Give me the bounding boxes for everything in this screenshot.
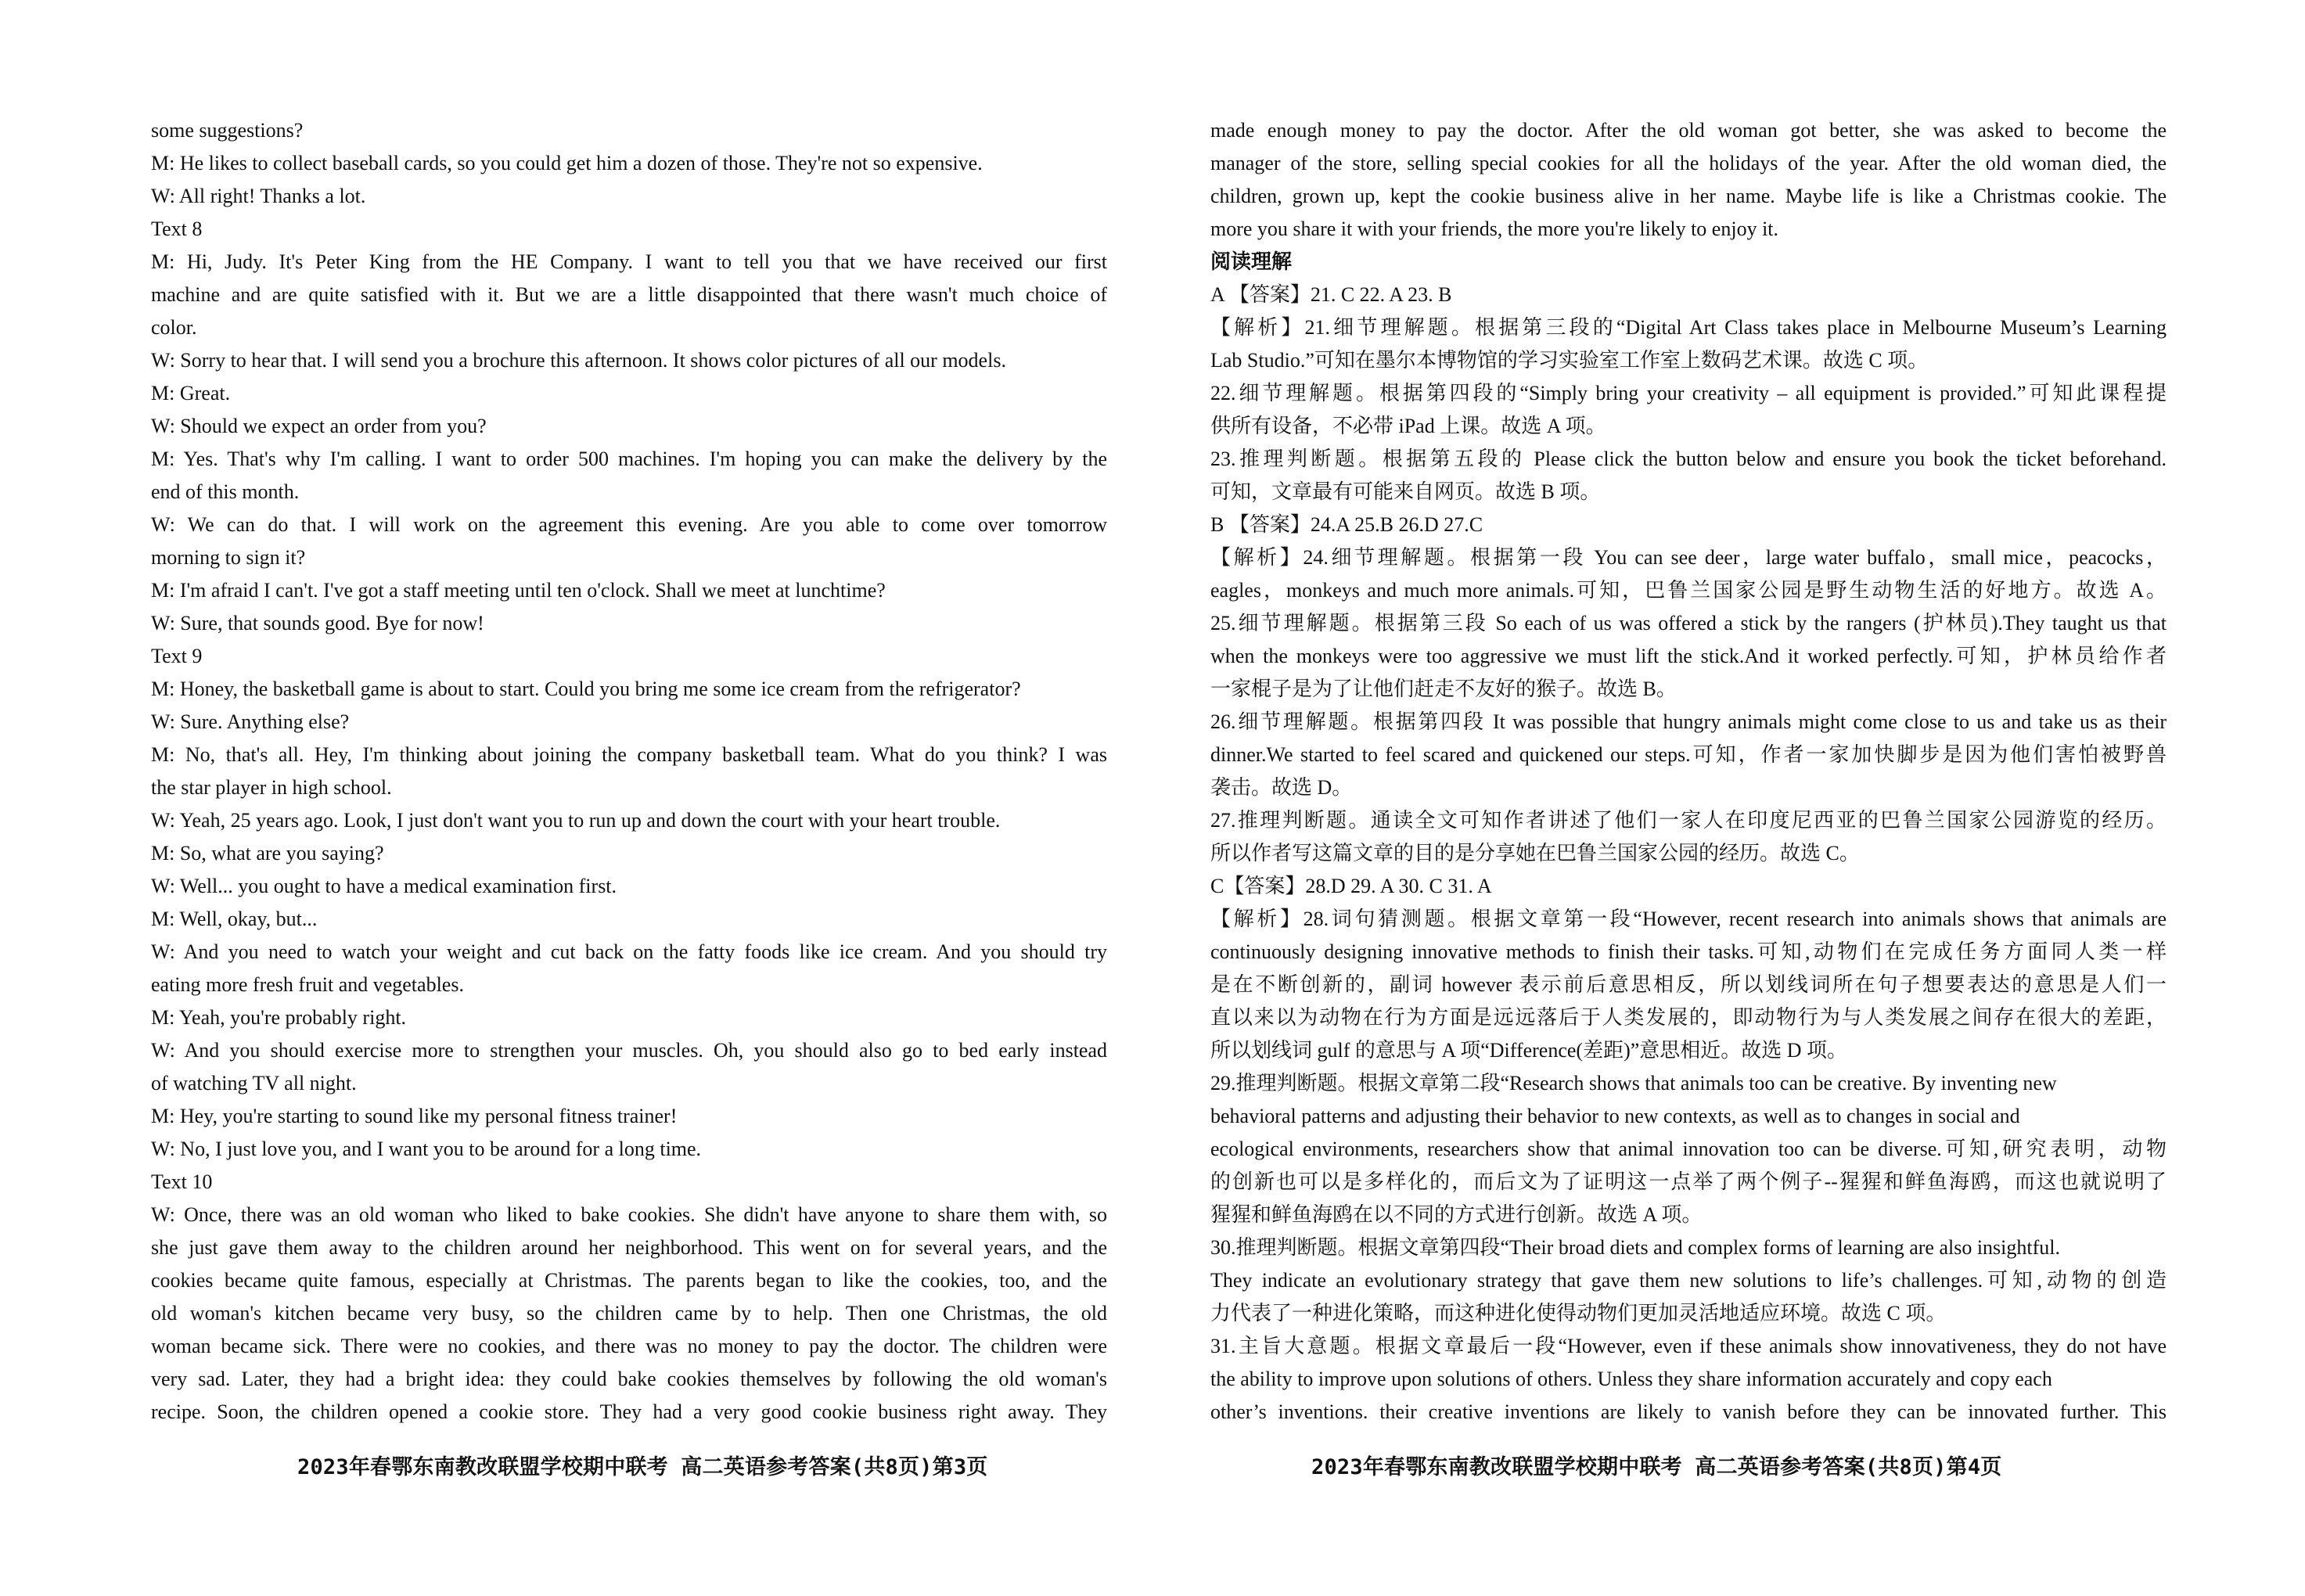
text-line: 【解析】28.词句猜测题。根据文章第一段“However, recent research into animals shows that animals are — [1210, 908, 2167, 930]
text-line: old woman's kitchen became very busy, so the children came by to help. Then one Christmas, the old — [151, 1302, 1107, 1325]
text-line: 直以来以为动物在行为方面是远远落后于人类发展的，即动物行为与人类发展之间存在很大的差距， — [1210, 1006, 2167, 1029]
text-line: the ability to improve upon solutions of others. Unless they share information accurately and copy each — [1210, 1368, 2052, 1390]
text-line: W: Should we expect an order from you? — [151, 415, 487, 437]
text-line: ecological environments, researchers show that animal innovation too can be diverse.可知,研究表明，动物 — [1210, 1138, 2167, 1160]
text-line: W: We can do that. I will work on the agreement this evening. Are you able to come over tomorrow — [151, 513, 1107, 536]
text-line: morning to sign it? — [151, 546, 306, 569]
text-line: M: So, what are you saying? — [151, 842, 384, 864]
text-line: 阅读理解 — [1210, 250, 1293, 273]
text-line: M: Great. — [151, 382, 231, 404]
left-page-column — [151, 114, 1107, 1429]
right-page-column — [1210, 114, 2167, 1429]
text-line: some suggestions? — [151, 119, 304, 142]
text-line: W: Sure, that sounds good. Bye for now! — [151, 612, 484, 634]
text-line: W: Yeah, 25 years ago. Look, I just don't want you to run up and down the court with your heart trouble. — [151, 809, 1001, 832]
text-line: 一家棍子是为了让他们赶走不友好的猴子。故选 B。 — [1210, 678, 1677, 700]
text-line: very sad. Later, they had a bright idea: they could bake cookies themselves by following the old woman's — [151, 1368, 1107, 1390]
text-line: M: I'm afraid I can't. I've got a staff meeting until ten o'clock. Shall we meet at lunchtime? — [151, 579, 886, 602]
text-line: 袭击。故选 D。 — [1210, 776, 1353, 799]
text-line: more you share it with your friends, the more you're likely to enjoy it. — [1210, 217, 1779, 240]
text-line: 是在不断创新的，副词 however 表示前后意思相反，所以划线词所在句子想要表达的意思是人们一 — [1210, 973, 2167, 996]
text-line: the star player in high school. — [151, 776, 392, 799]
text-line: M: Hey, you're starting to sound like my personal fitness trainer! — [151, 1105, 678, 1127]
text-line: C【答案】28.D 29. A 30. C 31. A — [1210, 875, 1492, 897]
text-line: machine and are quite satisfied with it. But we are a little disappointed that there wasn't much choice of — [151, 283, 1107, 306]
text-line: made enough money to pay the doctor. After the old woman got better, she was asked to become the — [1210, 119, 2167, 142]
text-line: children, grown up, kept the cookie business alive in her name. Maybe life is like a Christmas cookie. The — [1210, 185, 2167, 207]
text-line: 26.细节理解题。根据第四段 It was possible that hungry animals might come close to us and take us as their — [1210, 710, 2167, 733]
text-line: manager of the store, selling special cookies for all the holidays of the year. After the old woman died, the — [1210, 152, 2167, 174]
text-line: M: No, that's all. Hey, I'm thinking about joining the company basketball team. What do you think? I was — [151, 743, 1107, 766]
text-line: W: Sorry to hear that. I will send you a brochure this afternoon. It shows color pictures of all our models. — [151, 349, 1006, 372]
text-line: behavioral patterns and adjusting their behavior to new contexts, as well as to changes in social and — [1210, 1105, 2020, 1127]
text-line: M: Honey, the basketball game is about to start. Could you bring me some ice cream from the refrigerator? — [151, 678, 1021, 700]
text-line: M: Yes. That's why I'm calling. I want to order 500 machines. I'm hoping you can make the delivery by the — [151, 448, 1107, 470]
text-line: eating more fresh fruit and vegetables. — [151, 973, 464, 996]
text-line: 所以划线词 gulf 的意思与 A 项“Difference(差距)”意思相近。故选 D 项。 — [1210, 1039, 1848, 1062]
left-page-footer: 2023年春鄂东南教改联盟学校期中联考 高二英语参考答案(共8页)第3页 — [297, 1455, 988, 1479]
text-line: woman became sick. There were no cookies, and there was no money to pay the doctor. The children were — [151, 1335, 1107, 1357]
text-line: eagles，monkeys and much more animals.可知，巴鲁兰国家公园是野生动物生活的好地方。故选 A。 — [1210, 579, 2167, 602]
text-line: W: And you should exercise more to strengthen your muscles. Oh, you should also go to bed early instead — [151, 1039, 1107, 1062]
text-line: end of this month. — [151, 480, 300, 503]
text-line: continuously designing innovative methods to finish their tasks.可知,动物们在完成任务方面同人类一样 — [1210, 940, 2167, 963]
text-line: she just gave them away to the children around her neighborhood. This went on for several years, and the — [151, 1236, 1107, 1259]
text-line: Text 10 — [151, 1170, 213, 1193]
text-line: W: All right! Thanks a lot. — [151, 185, 366, 207]
text-line: other’s inventions. their creative inventions are likely to vanish before they can be innovated further. This — [1210, 1400, 2167, 1423]
text-line: 猩猩和鲜鱼海鸥在以不同的方式进行创新。故选 A 项。 — [1210, 1203, 1703, 1226]
text-line: B 【答案】24.A 25.B 26.D 27.C — [1210, 513, 1483, 536]
text-line: color. — [151, 316, 197, 339]
text-line: Lab Studio.”可知在墨尔本博物馆的学习实验室工作室上数码艺术课。故选 C 项。 — [1210, 349, 1929, 372]
text-line: 31.主旨大意题。根据文章最后一段“However, even if these animals show innovativeness, they do not have — [1210, 1335, 2167, 1357]
text-line: 力代表了一种进化策略，而这种进化使得动物们更加灵活地适应环境。故选 C 项。 — [1210, 1302, 1947, 1325]
text-line: W: No, I just love you, and I want you to be around for a long time. — [151, 1138, 702, 1160]
text-line: 22.细节理解题。根据第四段的“Simply bring your creativity – all equipment is provided.”可知此课程提 — [1210, 382, 2167, 404]
text-line: M: He likes to collect baseball cards, so you could get him a dozen of those. They're not so expensive. — [151, 152, 983, 174]
text-line: A 【答案】21. C 22. A 23. B — [1210, 283, 1452, 306]
text-line: recipe. Soon, the children opened a cookie store. They had a very good cookie business right away. They — [151, 1400, 1107, 1423]
text-line: 所以作者写这篇文章的目的是分享她在巴鲁兰国家公园的经历。故选 C。 — [1210, 842, 1860, 864]
text-line: cookies became quite famous, especially at Christmas. The parents began to like the cookies, too, and the — [151, 1269, 1107, 1292]
text-line: 25.细节理解题。根据第三段 So each of us was offered a stick by the rangers (护林员).They taught us that — [1210, 612, 2167, 634]
text-line: 可知，文章最有可能来自网页。故选 B 项。 — [1210, 480, 1601, 503]
text-line: Text 9 — [151, 645, 203, 667]
text-line: 【解析】24.细节理解题。根据第一段 You can see deer，large water buffalo，small mice，peacocks， — [1210, 546, 2167, 569]
text-line: M: Well, okay, but... — [151, 908, 318, 930]
text-line: 29.推理判断题。根据文章第二段“Research shows that animals too can be creative. By inventing new — [1210, 1072, 2057, 1095]
text-line: 23.推理判断题。根据第五段的 Please click the button below and ensure you book the ticket beforehand. — [1210, 448, 2167, 470]
text-line: W: Sure. Anything else? — [151, 710, 350, 733]
text-line: 【解析】21.细节理解题。根据第三段的“Digital Art Class takes place in Melbourne Museum’s Learning — [1210, 316, 2167, 339]
text-line: M: Hi, Judy. It's Peter King from the HE Company. I want to tell you that we have received our first — [151, 250, 1107, 273]
text-line: 27.推理判断题。通读全文可知作者讲述了他们一家人在印度尼西亚的巴鲁兰国家公园游览的经历。 — [1210, 809, 2167, 832]
text-line: Text 8 — [151, 217, 203, 240]
text-line: of watching TV all night. — [151, 1072, 357, 1095]
text-line: They indicate an evolutionary strategy that gave them new solutions to life’s challenges.可知,动物的创造 — [1210, 1269, 2167, 1292]
text-line: when the monkeys were too aggressive we must lift the stick.And it worked perfectly.可知，护林员给作者 — [1210, 645, 2167, 667]
right-page-footer: 2023年春鄂东南教改联盟学校期中联考 高二英语参考答案(共8页)第4页 — [1311, 1455, 2002, 1479]
text-line: W: Once, there was an old woman who liked to bake cookies. She didn't have anyone to share them with, so — [151, 1203, 1107, 1226]
text-line: W: Well... you ought to have a medical examination first. — [151, 875, 617, 897]
text-line: M: Yeah, you're probably right. — [151, 1006, 407, 1029]
text-line: 的创新也可以是多样化的，而后文为了证明这一点举了两个例子--猩猩和鲜鱼海鸥，而这也就说明了 — [1210, 1170, 2167, 1193]
text-line: dinner.We started to feel scared and quickened our steps.可知，作者一家加快脚步是因为他们害怕被野兽 — [1210, 743, 2167, 766]
text-line: 供所有设备，不必带 iPad 上课。故选 A 项。 — [1210, 415, 1606, 437]
text-line: 30.推理判断题。根据文章第四段“Their broad diets and complex forms of learning are also insightful. — [1210, 1236, 2061, 1259]
text-line: W: And you need to watch your weight and cut back on the fatty foods like ice cream. And you should try — [151, 940, 1107, 963]
